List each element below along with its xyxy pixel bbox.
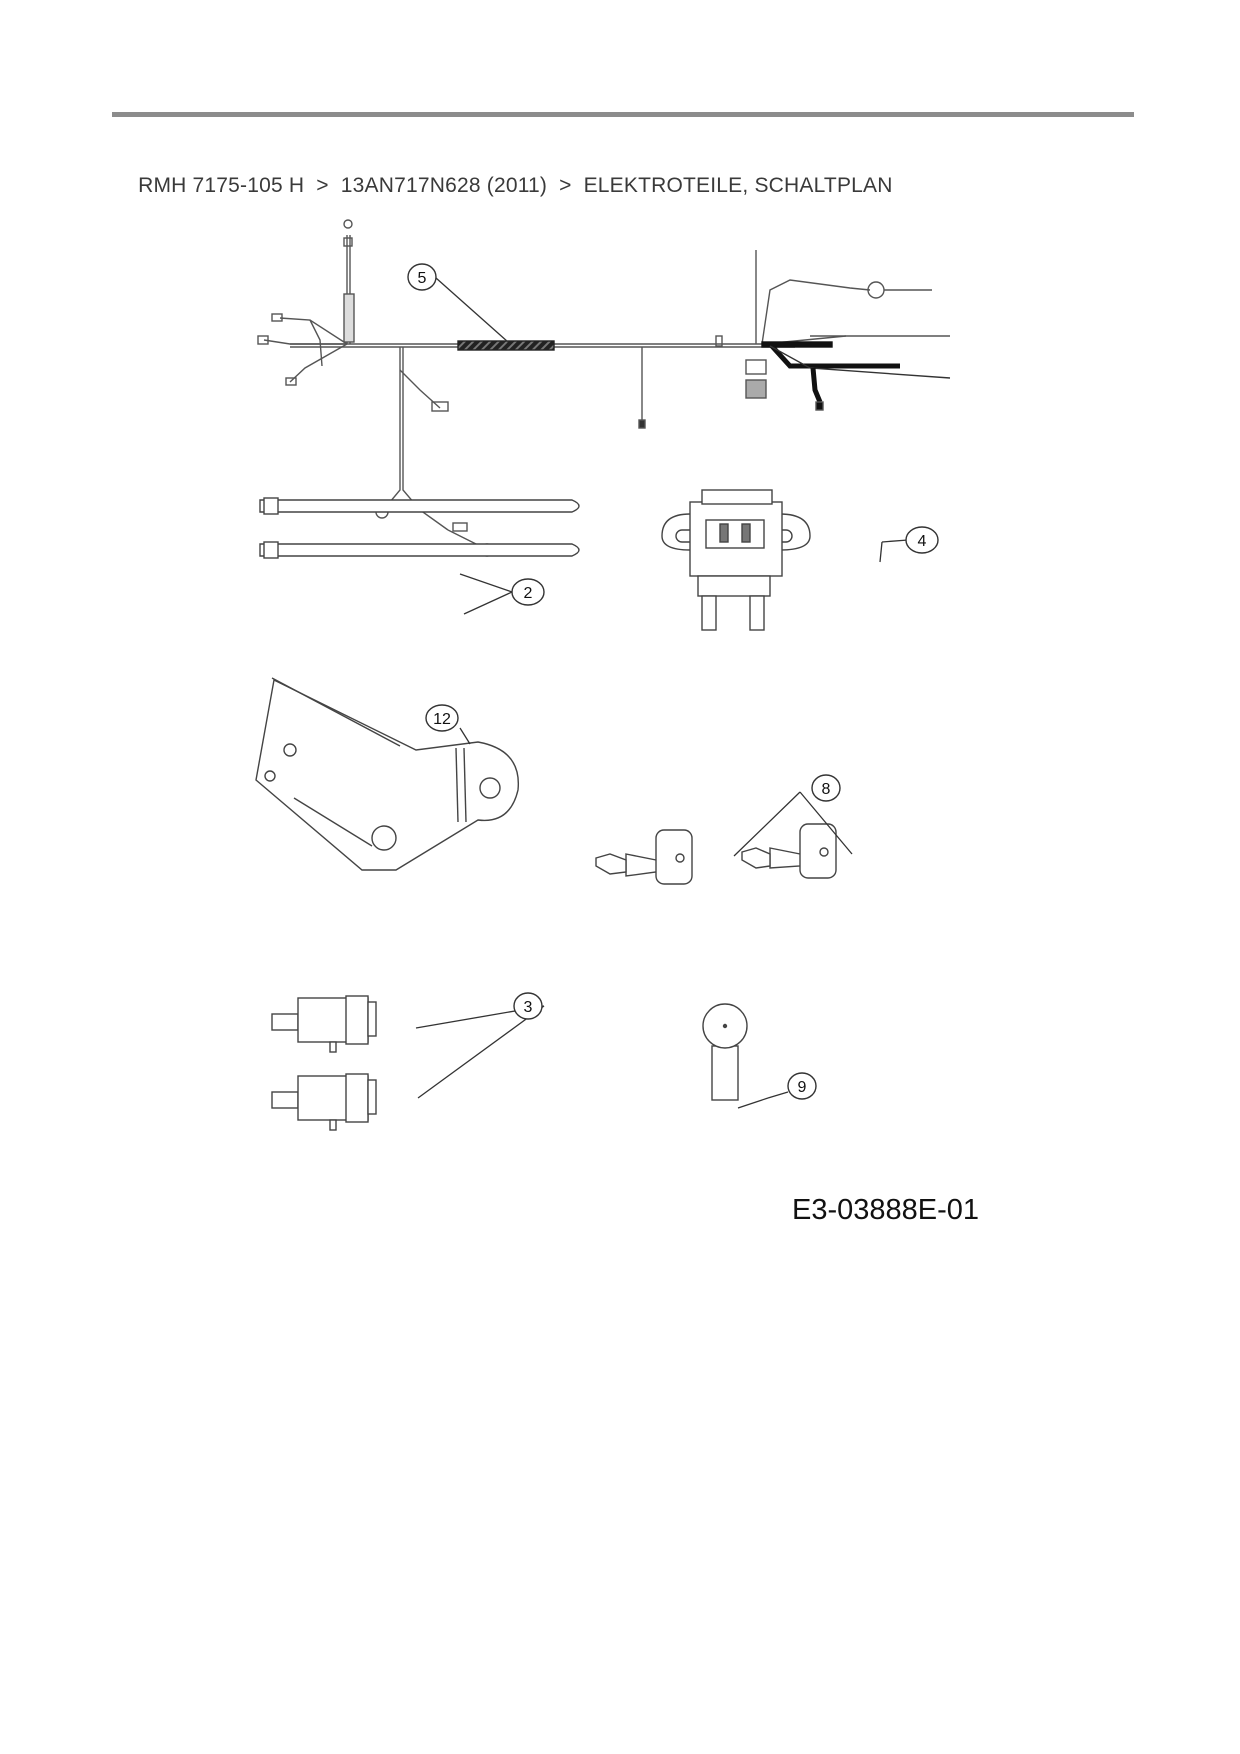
breadcrumb-section: ELEKTROTEILE, SCHALTPLAN	[583, 174, 893, 197]
cable-ties	[260, 498, 579, 558]
callout-label: 2	[523, 585, 533, 602]
callout-label: 8	[821, 781, 831, 798]
callout-label: 4	[917, 533, 927, 550]
callout-2[interactable]	[512, 579, 544, 605]
breadcrumb-separator: >	[316, 174, 329, 197]
leader-lines	[416, 278, 908, 1108]
callout-5[interactable]	[408, 264, 436, 290]
breadcrumb-model[interactable]: RMH 7175-105 H	[138, 174, 305, 197]
callout-label: 12	[433, 711, 451, 728]
plunger-switches	[272, 996, 376, 1130]
callout-9[interactable]	[788, 1073, 816, 1099]
breadcrumb-separator: >	[559, 174, 572, 197]
callout-label: 9	[797, 1079, 807, 1096]
ignition-switch	[662, 490, 810, 630]
ignition-keys	[596, 824, 836, 884]
callout-label: 5	[417, 270, 427, 287]
callouts	[408, 264, 938, 1099]
breadcrumb-variant[interactable]: 13AN717N628 (2011)	[340, 174, 548, 197]
parts-diagram	[250, 190, 990, 1240]
drawing-code: E3-03888E-01	[792, 1194, 980, 1226]
mounting-bracket	[256, 678, 518, 870]
fuse-part	[703, 1004, 747, 1100]
callout-4[interactable]	[906, 527, 938, 553]
callout-label: 3	[523, 999, 533, 1016]
callout-12[interactable]	[426, 705, 458, 731]
callout-3[interactable]	[514, 993, 542, 1019]
header-rule	[112, 112, 1134, 117]
callout-8[interactable]	[812, 775, 840, 801]
